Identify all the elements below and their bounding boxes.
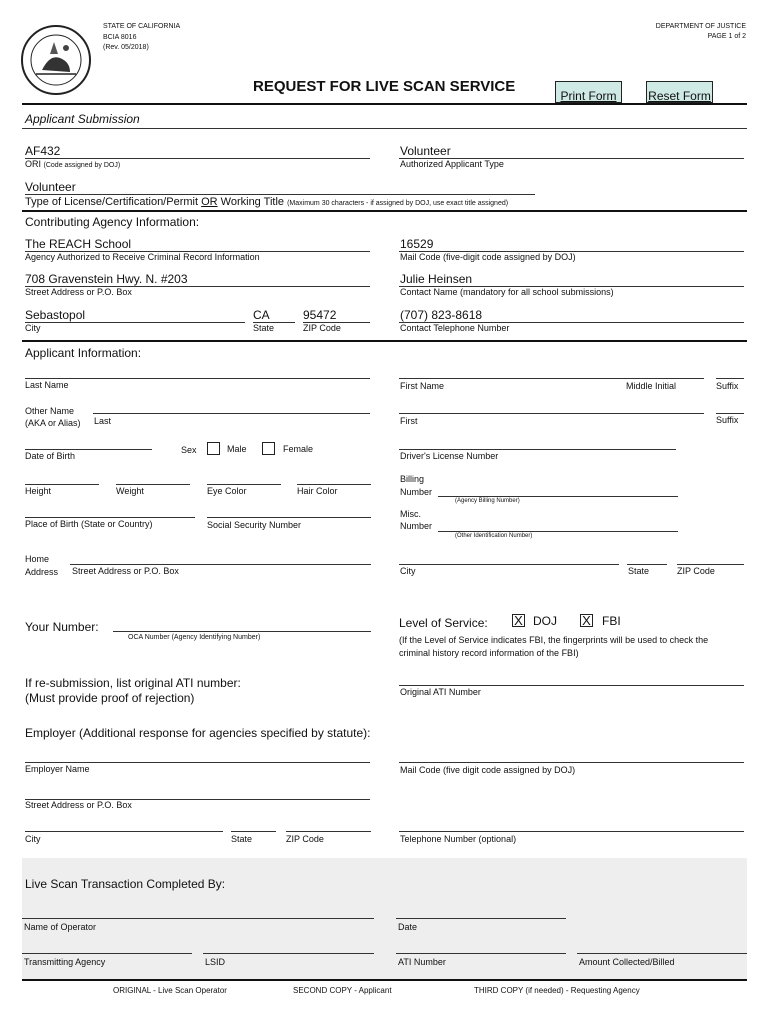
section-rule xyxy=(22,128,747,129)
service-note-1: (If the Level of Service indicates FBI, the fingerprints will be used to check the xyxy=(399,635,709,645)
middle-initial-label: Middle Initial xyxy=(626,381,677,391)
employer-name-label: Employer Name xyxy=(25,764,90,774)
header-rev: (Rev. 05/2018) xyxy=(103,44,149,51)
header-state: STATE OF CALIFORNIA xyxy=(103,23,181,30)
misc-number-label: Number xyxy=(400,521,433,531)
page-title: REQUEST FOR LIVE SCAN SERVICE xyxy=(253,78,516,95)
reset-form-button[interactable]: Reset Form xyxy=(646,81,713,103)
lsid-label: LSID xyxy=(205,957,226,967)
zip-value[interactable]: 95472 xyxy=(303,308,337,322)
doj-checkbox[interactable]: X xyxy=(512,614,525,627)
original-ati-label: Original ATI Number xyxy=(400,687,481,697)
service-note-2: criminal history record information of the FBI) xyxy=(399,648,579,658)
city-value[interactable]: Sebastopol xyxy=(25,308,86,322)
footer-copy-2: SECOND COPY - Applicant xyxy=(293,986,392,995)
address-value[interactable]: 708 Gravenstein Hwy. N. #203 xyxy=(25,272,188,286)
zip-label: ZIP Code xyxy=(303,323,341,333)
employer-phone-label: Telephone Number (optional) xyxy=(400,834,517,844)
weight-label: Weight xyxy=(116,486,144,496)
aka-label: (AKA or Alias) xyxy=(25,418,81,428)
footer-copy-3: THIRD COPY (if needed) - Requesting Agency xyxy=(474,986,640,995)
first-name-label: First Name xyxy=(400,381,445,391)
contact-value[interactable]: Julie Heinsen xyxy=(400,272,473,286)
ori-value[interactable]: AF432 xyxy=(25,144,61,158)
doj-label: DOJ xyxy=(533,614,557,628)
top-rule xyxy=(22,103,747,105)
sex-label: Sex xyxy=(181,445,197,455)
phone-value[interactable]: (707) 823-8618 xyxy=(400,308,483,322)
aka-suffix-label: Suffix xyxy=(716,415,739,425)
billing-number-label: Number xyxy=(400,487,433,497)
employer-state-label: State xyxy=(231,834,253,844)
license-value[interactable]: Volunteer xyxy=(25,180,76,194)
your-number-label: Your Number: xyxy=(25,620,99,634)
ori-label: ORI (Code assigned by DOJ) xyxy=(25,159,121,169)
applicant-type-value[interactable]: Volunteer xyxy=(400,144,451,158)
transmitting-agency-label: Transmitting Agency xyxy=(24,957,106,967)
home-address-label: Address xyxy=(25,567,59,577)
service-label: Level of Service: xyxy=(399,616,488,630)
mailcode-value[interactable]: 16529 xyxy=(400,237,434,251)
live-scan-heading: Live Scan Transaction Completed By: xyxy=(25,877,226,891)
home-zip-label: ZIP Code xyxy=(677,566,715,576)
mailcode-label: Mail Code (five-digit code assigned by DOJ) xyxy=(400,252,576,262)
eye-label: Eye Color xyxy=(207,486,247,496)
license-label: Type of License/Certification/Permit OR Working Title (Maximum 30 characters - if assigned by DOJ, use exact title assigned) xyxy=(25,196,509,208)
fbi-label: FBI xyxy=(602,614,621,628)
agency-label: Agency Authorized to Receive Criminal Record Information xyxy=(25,252,260,262)
applicant-heading: Applicant Information: xyxy=(25,346,142,360)
male-label: Male xyxy=(227,444,247,454)
your-number-note: OCA Number (Agency Identifying Number) xyxy=(128,634,261,641)
billing-label: Billing xyxy=(400,474,425,484)
height-label: Height xyxy=(25,486,52,496)
phone-label: Contact Telephone Number xyxy=(400,323,510,333)
home-state-label: State xyxy=(628,566,650,576)
fbi-checkbox[interactable]: X xyxy=(580,614,593,627)
misc-note: (Other Identification Number) xyxy=(455,533,533,539)
other-name-label: Other Name xyxy=(25,406,75,416)
state-label: State xyxy=(253,323,275,333)
employer-mailcode-label: Mail Code (five digit code assigned by DOJ) xyxy=(400,765,576,775)
print-form-button[interactable]: Print Form xyxy=(555,81,622,103)
header-dept: DEPARTMENT OF JUSTICE xyxy=(655,23,746,30)
home-label: Home xyxy=(25,554,50,564)
footer-copy-1: ORIGINAL - Live Scan Operator xyxy=(113,986,227,995)
male-checkbox[interactable] xyxy=(207,442,220,455)
home-city-label: City xyxy=(400,566,416,576)
city-label: City xyxy=(25,323,41,333)
female-checkbox[interactable] xyxy=(262,442,275,455)
hair-label: Hair Color xyxy=(297,486,338,496)
resub-line2: (Must provide proof of rejection) xyxy=(25,691,195,705)
header-page: PAGE 1 of 2 xyxy=(707,33,746,40)
employer-city-label: City xyxy=(25,834,41,844)
suffix-label: Suffix xyxy=(716,381,739,391)
last-name-label: Last Name xyxy=(25,380,69,390)
state-seal xyxy=(20,24,92,96)
pob-label: Place of Birth (State or Country) xyxy=(25,519,153,529)
female-label: Female xyxy=(283,444,314,454)
employer-heading: Employer (Additional response for agencies specified by statute): xyxy=(25,726,371,740)
date-label: Date xyxy=(398,922,418,932)
agency-value[interactable]: The REACH School xyxy=(25,237,132,251)
operator-label: Name of Operator xyxy=(24,922,97,932)
applicant-type-label: Authorized Applicant Type xyxy=(400,159,504,169)
employer-zip-label: ZIP Code xyxy=(286,834,324,844)
contributing-heading: Contributing Agency Information: xyxy=(25,215,200,229)
section-title: Applicant Submission xyxy=(25,112,140,126)
employer-street-label: Street Address or P.O. Box xyxy=(25,800,132,810)
dob-label: Date of Birth xyxy=(25,451,76,461)
state-value[interactable]: CA xyxy=(253,308,270,322)
address-label: Street Address or P.O. Box xyxy=(25,287,132,297)
dl-label: Driver's License Number xyxy=(400,451,499,461)
ssn-label: Social Security Number xyxy=(207,520,302,530)
ati-number-label: ATI Number xyxy=(398,957,446,967)
home-street-label: Street Address or P.O. Box xyxy=(72,566,179,576)
contact-label: Contact Name (mandatory for all school submissions) xyxy=(400,287,614,297)
resub-line1: If re-submission, list original ATI number: xyxy=(25,676,241,690)
header-form-id: BCIA 8016 xyxy=(103,34,137,41)
amount-label: Amount Collected/Billed xyxy=(579,957,675,967)
misc-label: Misc. xyxy=(400,509,421,519)
aka-last-label: Last xyxy=(94,416,112,426)
aka-first-label: First xyxy=(400,416,418,426)
billing-note: (Agency Billing Number) xyxy=(455,498,520,504)
